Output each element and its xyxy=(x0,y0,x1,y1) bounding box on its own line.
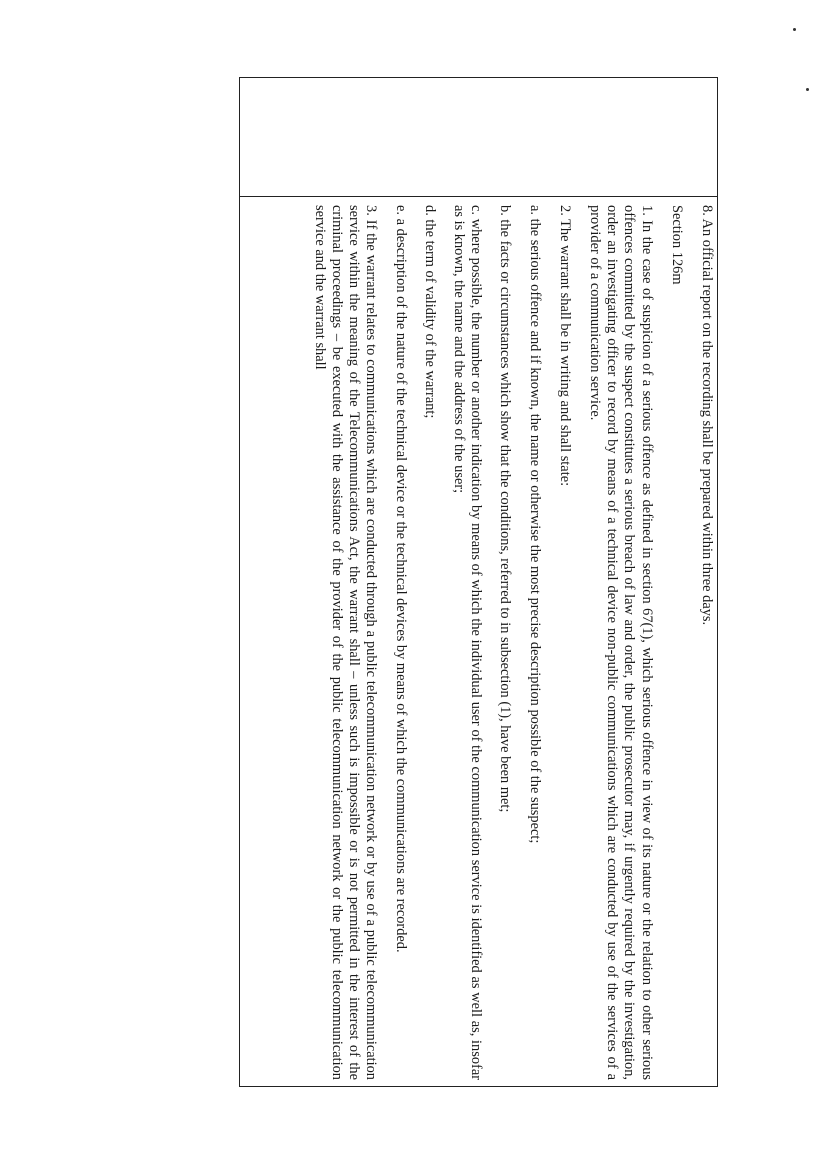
table-divider xyxy=(239,196,718,197)
list-item-a: a. the serious offence and if known, the name or otherwise the most precise description possible of the suspect; xyxy=(526,205,543,844)
legal-text-cell xyxy=(240,205,715,1080)
section-heading: Section 126m xyxy=(668,205,685,285)
list-item-d: d. the term of validity of the warrant; xyxy=(421,205,438,419)
list-item-e: e. a description of the nature of the technical device or the technical devices by means of which the communications are recorded. xyxy=(392,205,409,953)
list-item-b: b. the facts or circumstances which show that the conditions, referred to in subsection (1), have been met; xyxy=(497,205,514,813)
paragraph-subsection-1: 1. In the case of suspicion of a serious offence as defined in section 67(1), which serious offence in view of its nature or the relation to other serious offences committed by the suspect constitutes a serious breach of law and order, the public prosecutor may, if urgently required by the investigation, order an investigating officer to record by means of a technical device non-public communications which are conducted by use of the services of a provider of a communication service. xyxy=(586,205,655,1080)
paragraph-subsection-2: 2. The warrant shall be in writing and shall state: xyxy=(556,205,573,487)
scan-speck xyxy=(806,88,809,91)
scan-speck xyxy=(793,28,796,31)
paragraph-official-report: 8. An official report on the recording shall be prepared within three days. xyxy=(699,205,715,626)
list-item-c: c. where possible, the number or another indication by means of which the individual user of the communication service is identified as well as, insofar as is known, the name and the address of the user; xyxy=(450,205,485,1080)
paragraph-subsection-3: 3. If the warrant relates to communications which are conducted through a public telecommunication network or by use of a public telecommunication service within the meaning of the Telecommunications Act, the warrant shall – unless such is impossible or is not permitted in the interest of the criminal proceedings – be executed with the assistance of the provider of the public telecommunication network or the public telecommunication service and the warrant shall xyxy=(311,205,380,1080)
